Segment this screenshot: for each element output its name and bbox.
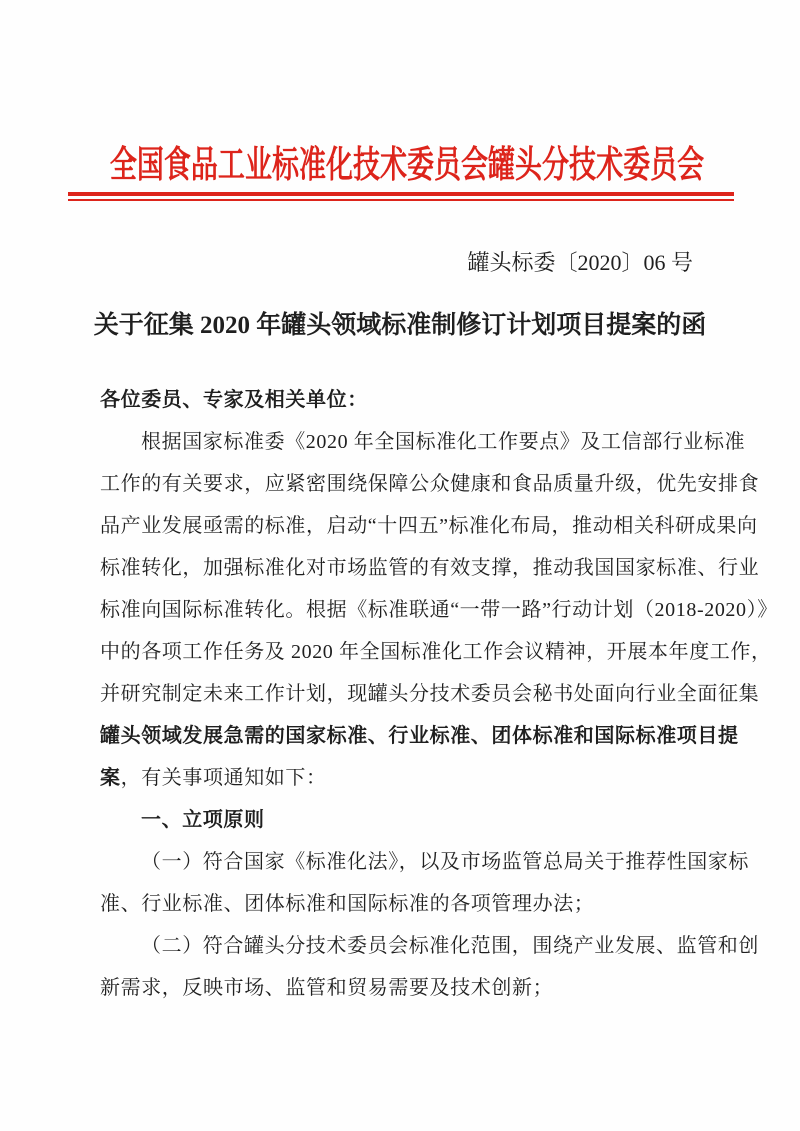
letterhead-double-rule bbox=[68, 192, 734, 201]
body-line bbox=[100, 505, 758, 547]
body-text: 根据国家标准委《2020 年全国标准化工作要点》及工信部行业标准 bbox=[141, 431, 746, 453]
body-text-bold: 一、立项原则 bbox=[141, 809, 265, 831]
body-line bbox=[100, 925, 759, 967]
document-body bbox=[100, 379, 778, 1009]
body-line bbox=[100, 547, 760, 589]
body-line bbox=[100, 715, 739, 757]
body-text-bold: 罐头领域发展急需的国家标准、行业标准、团体标准和国际标准项目提 bbox=[100, 725, 739, 747]
body-line bbox=[100, 967, 704, 1009]
body-text: （二）符合罐头分技术委员会标准化范围，围绕产业发展、监管和创 bbox=[141, 935, 759, 957]
body-text: 品产业发展亟需的标准，启动“十四五”标准化布局，推动相关科研成果向 bbox=[100, 515, 758, 537]
body-text: ，有关事项通知如下： bbox=[120, 767, 327, 789]
body-line bbox=[100, 421, 746, 463]
body-text: 新需求，反映市场、监管和贸易需要及技术创新； bbox=[100, 977, 554, 999]
body-line bbox=[100, 589, 778, 631]
body-text: 中的各项工作任务及 2020 年全国标准化工作会议精神，开展本年度工作， bbox=[100, 641, 772, 663]
body-line bbox=[100, 883, 704, 925]
body-text-bold: 案 bbox=[100, 767, 121, 789]
body-line bbox=[100, 379, 704, 421]
body-text: 工作的有关要求，应紧密围绕保障公众健康和食品质量升级，优先安排食 bbox=[100, 473, 760, 495]
document-number: 罐头标委〔2020〕06 号 bbox=[467, 250, 693, 275]
body-line bbox=[100, 673, 760, 715]
body-text-bold: 各位委员、专家及相关单位： bbox=[100, 389, 368, 411]
body-line bbox=[100, 757, 704, 799]
body-line bbox=[100, 841, 749, 883]
letterhead bbox=[0, 144, 800, 188]
body-text: 标准向国际标准转化。根据《标准联通“一带一路”行动计划（2018-2020）》 bbox=[100, 599, 778, 621]
body-text: 并研究制定未来工作计划，现罐头分技术委员会秘书处面向行业全面征集 bbox=[100, 683, 760, 705]
body-line bbox=[100, 631, 772, 673]
body-text: 标准转化，加强标准化对市场监管的有效支撑，推动我国国家标准、行业 bbox=[100, 557, 760, 579]
body-text: 准、行业标准、团体标准和国际标准的各项管理办法； bbox=[100, 893, 595, 915]
body-text: （一）符合国家《标准化法》，以及市场监管总局关于推荐性国家标 bbox=[141, 851, 749, 873]
body-line bbox=[100, 463, 760, 505]
organization-name: 全国食品工业标准化技术委员会罐头分技术委员会 bbox=[109, 145, 705, 186]
document-title: 关于征集 2020 年罐头领域标准制修订计划项目提案的函 bbox=[93, 312, 707, 339]
body-line bbox=[100, 799, 704, 841]
